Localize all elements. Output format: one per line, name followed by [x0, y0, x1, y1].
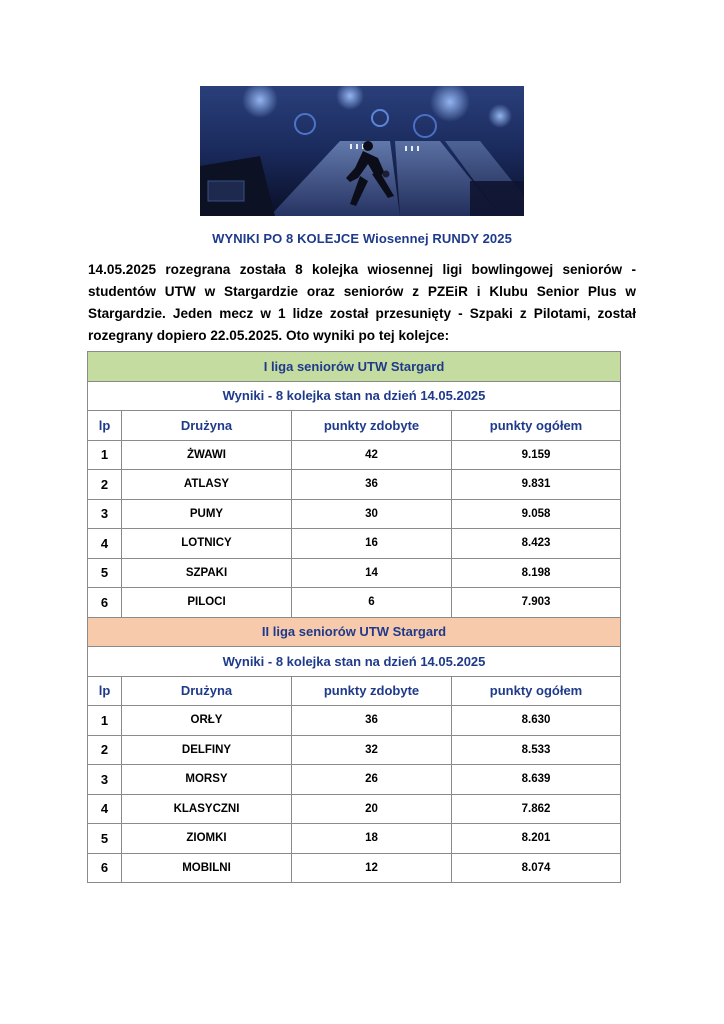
- row-points: 20: [292, 794, 452, 824]
- column-header-points: punkty zdobyte: [292, 676, 452, 706]
- row-total: 9.159: [452, 440, 621, 470]
- row-points: 12: [292, 853, 452, 883]
- row-points: 36: [292, 470, 452, 500]
- row-lp: 1: [88, 706, 122, 736]
- row-lp: 5: [88, 824, 122, 854]
- column-header-row: [88, 411, 621, 441]
- row-team: ŻWAWI: [122, 440, 292, 470]
- league-subtitle-row: [88, 381, 621, 411]
- table-row: [88, 853, 621, 883]
- table-row: [88, 499, 621, 529]
- row-lp: 3: [88, 499, 122, 529]
- league-name: II liga seniorów UTW Stargard: [88, 617, 621, 647]
- row-total: 8.423: [452, 529, 621, 559]
- row-team: PILOCI: [122, 588, 292, 618]
- row-points: 14: [292, 558, 452, 588]
- column-header-points: punkty zdobyte: [292, 411, 452, 441]
- column-header-lp: lp: [88, 676, 122, 706]
- row-team: SZPAKI: [122, 558, 292, 588]
- table-row: [88, 588, 621, 618]
- league-subtitle: Wyniki - 8 kolejka stan na dzień 14.05.2025: [88, 647, 621, 677]
- row-lp: 4: [88, 529, 122, 559]
- table-row: [88, 529, 621, 559]
- table-row: [88, 735, 621, 765]
- row-lp: 4: [88, 794, 122, 824]
- intro-paragraph: 14.05.2025 rozegrana została 8 kolejka wiosennej ligi bowlingowej seniorów - studentów UTW w Stargardzie oraz seniorów z PZEiR i Klubu Senior Plus w Stargardzie. Jeden mecz w 1 lidze został przesunięty - Szpaki z Pilotami, został rozegrany dopiero 22.05.2025. Oto wyniki po tej kolejce:: [88, 262, 636, 343]
- column-header-total: punkty ogółem: [452, 676, 621, 706]
- column-header-total: punkty ogółem: [452, 411, 621, 441]
- row-lp: 2: [88, 735, 122, 765]
- row-team: DELFINY: [122, 735, 292, 765]
- row-team: ORŁY: [122, 706, 292, 736]
- table-row: [88, 440, 621, 470]
- row-lp: 2: [88, 470, 122, 500]
- league-subtitle: Wyniki - 8 kolejka stan na dzień 14.05.2025: [88, 381, 621, 411]
- row-points: 26: [292, 765, 452, 795]
- row-lp: 3: [88, 765, 122, 795]
- row-total: 8.201: [452, 824, 621, 854]
- row-total: 8.630: [452, 706, 621, 736]
- row-total: 9.831: [452, 470, 621, 500]
- row-points: 16: [292, 529, 452, 559]
- row-team: MORSY: [122, 765, 292, 795]
- page-title: WYNIKI PO 8 KOLEJCE Wiosennej RUNDY 2025: [212, 231, 512, 246]
- column-header-team: Drużyna: [122, 676, 292, 706]
- column-header-row: [88, 676, 621, 706]
- row-points: 30: [292, 499, 452, 529]
- row-total: 8.074: [452, 853, 621, 883]
- row-lp: 5: [88, 558, 122, 588]
- column-header-team: Drużyna: [122, 411, 292, 441]
- league-name: I liga seniorów UTW Stargard: [88, 352, 621, 382]
- row-points: 32: [292, 735, 452, 765]
- row-points: 6: [292, 588, 452, 618]
- table-row: [88, 706, 621, 736]
- table-row: [88, 470, 621, 500]
- league-subtitle-row: [88, 647, 621, 677]
- row-team: ATLASY: [122, 470, 292, 500]
- row-points: 18: [292, 824, 452, 854]
- row-total: 8.533: [452, 735, 621, 765]
- row-lp: 6: [88, 588, 122, 618]
- row-points: 36: [292, 706, 452, 736]
- table-row: [88, 824, 621, 854]
- row-total: 9.058: [452, 499, 621, 529]
- row-lp: 1: [88, 440, 122, 470]
- row-total: 7.903: [452, 588, 621, 618]
- table-row: [88, 765, 621, 795]
- league-header: [88, 617, 621, 647]
- column-header-lp: lp: [88, 411, 122, 441]
- row-total: 7.862: [452, 794, 621, 824]
- results-table: [87, 351, 621, 883]
- row-team: KLASYCZNI: [122, 794, 292, 824]
- row-total: 8.198: [452, 558, 621, 588]
- table-row: [88, 794, 621, 824]
- row-total: 8.639: [452, 765, 621, 795]
- bowling-alley-photo: [200, 86, 524, 216]
- row-team: PUMY: [122, 499, 292, 529]
- league-header: [88, 352, 621, 382]
- row-team: ZIOMKI: [122, 824, 292, 854]
- table-row: [88, 558, 621, 588]
- row-lp: 6: [88, 853, 122, 883]
- row-team: LOTNICY: [122, 529, 292, 559]
- row-points: 42: [292, 440, 452, 470]
- row-team: MOBILNI: [122, 853, 292, 883]
